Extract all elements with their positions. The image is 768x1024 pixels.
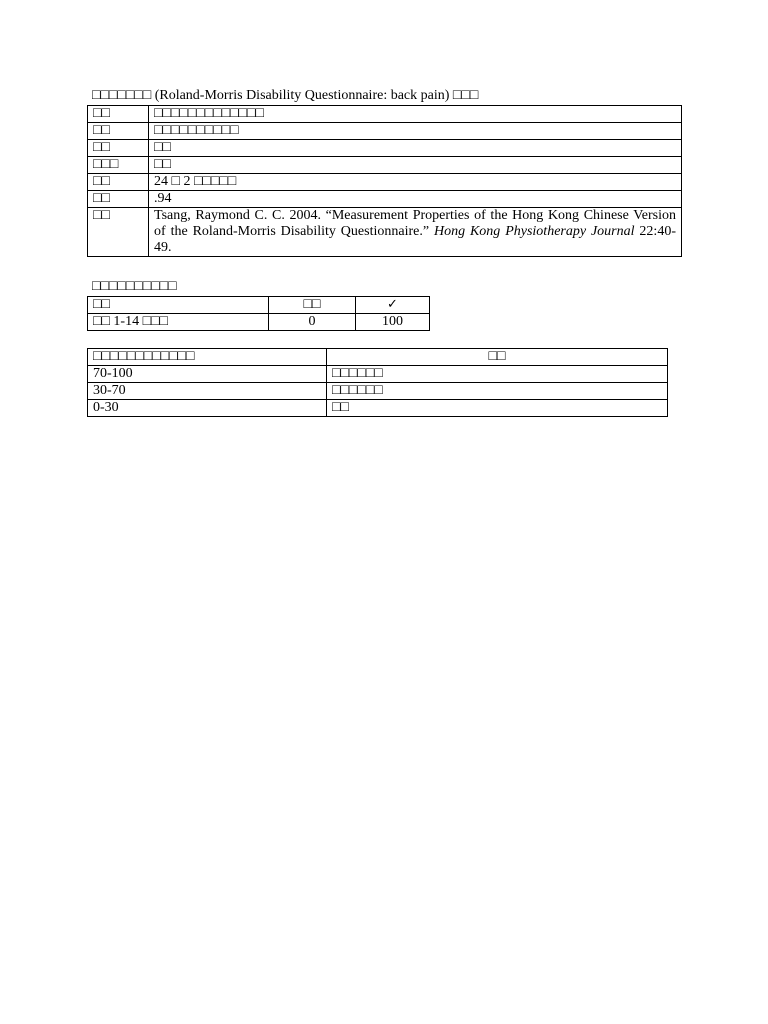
info-value: □□ <box>149 157 682 174</box>
info-label: □□ <box>88 123 149 140</box>
interp-score: 70-100 <box>88 366 327 383</box>
interp-meaning: □□ <box>327 400 668 417</box>
document-title: □□□□□□□ (Roland-Morris Disability Questionnaire: back pain) □□□ <box>92 88 479 103</box>
interp-meaning: □□□□□□ <box>327 383 668 400</box>
table-header-row <box>88 297 430 314</box>
interp-header-score: □□□□□□□□□□□□ <box>88 349 327 366</box>
scoring-header-item: □□ <box>88 297 269 314</box>
instrument-info-table <box>87 105 682 257</box>
scoring-min: 0 <box>269 314 356 331</box>
info-value: □□ <box>149 140 682 157</box>
info-value: .94 <box>149 191 682 208</box>
reference-row <box>88 208 682 257</box>
scoring-item: □□ 1-14 □□□ <box>88 314 269 331</box>
scoring-table <box>87 296 430 331</box>
scoring-max: 100 <box>356 314 430 331</box>
table-row <box>88 106 682 123</box>
info-label: □□ <box>88 174 149 191</box>
reference-journal: Hong Kong Physiotherapy Journal <box>433 224 635 239</box>
interp-score: 0-30 <box>88 400 327 417</box>
table-row <box>88 140 682 157</box>
interp-score: 30-70 <box>88 383 327 400</box>
reference-citation <box>149 208 682 257</box>
scoring-title: □□□□□□□□□□ <box>92 279 177 294</box>
reference-pages: 22:40-49. <box>154 224 676 255</box>
info-value: □□□□□□□□□□ <box>149 123 682 140</box>
table-row <box>88 123 682 140</box>
reference-label: □□ <box>88 208 149 257</box>
table-row <box>88 191 682 208</box>
table-row <box>88 366 668 383</box>
reference-text: Tsang, Raymond C. C. 2004. “Measurement Properties of the Hong Kong Chinese Version of the Roland-Morris Disability Questionnaire.” <box>154 208 676 239</box>
info-label: □□ <box>88 106 149 123</box>
info-value: 24 □ 2 □□□□□ <box>149 174 682 191</box>
info-value: □□□□□□□□□□□□□ <box>149 106 682 123</box>
table-header-row <box>88 349 668 366</box>
table-row <box>88 157 682 174</box>
scoring-header-min: □□ <box>269 297 356 314</box>
interp-meaning: □□□□□□ <box>327 366 668 383</box>
table-row <box>88 400 668 417</box>
interpretation-table <box>87 348 668 417</box>
interp-header-meaning: □□ <box>327 349 668 366</box>
check-icon: ✓ <box>356 297 430 314</box>
table-row <box>88 174 682 191</box>
table-row <box>88 314 430 331</box>
table-row <box>88 383 668 400</box>
info-label: □□ <box>88 140 149 157</box>
info-label: □□ <box>88 191 149 208</box>
info-label: □□□ <box>88 157 149 174</box>
